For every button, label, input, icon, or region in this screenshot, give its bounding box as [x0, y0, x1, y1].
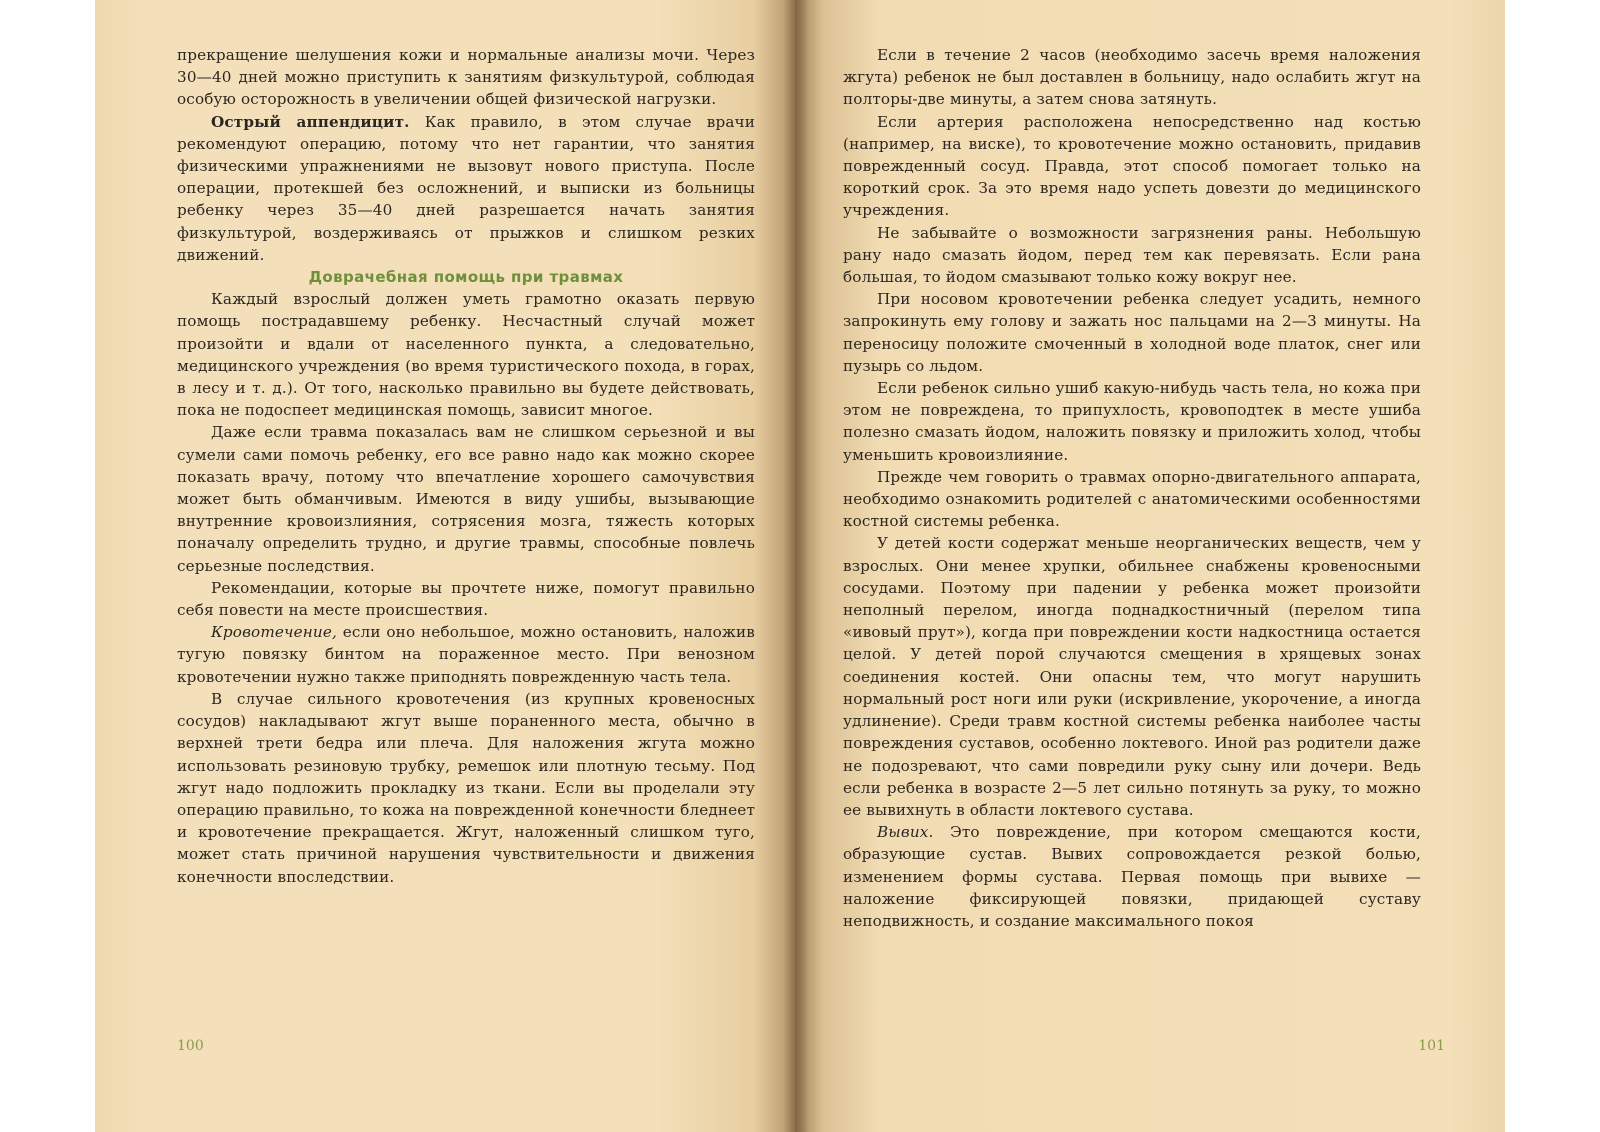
book-spread [95, 0, 1505, 1132]
paragraph-text: если оно небольшое, можно остановить, наложив тугую повязку бинтом на пораженное место. При венозном кровотечении нужно также приподнять поврежденную часть тела. [177, 623, 755, 686]
paragraph: Прежде чем говорить о травмах опорно-двигательного аппарата, необходимо ознакомить родителей с анатомическими особенностями костной системы ребенка. [843, 467, 1421, 531]
page-number-left: 100 [177, 1038, 204, 1054]
term-dislocation: Вывих. [877, 823, 934, 842]
paragraph: Не забывайте о возможности загрязнения раны. Небольшую рану надо смазать йодом, перед тем как перевязать. Если рана большая, то йодом смазывают только кожу вокруг нее. [843, 223, 1421, 287]
right-page [795, 0, 1505, 1132]
paragraph-text: Это повреждение, при котором смещаются кости, образующие сустав. Вывих сопровождается резкой болью, изменением формы сустава. Первая помощь при вывихе — наложение фиксирующей повязки, придающей суставу неподвижность, и создание максимального покоя [843, 823, 1421, 930]
paragraph: Если ребенок сильно ушиб какую-нибудь часть тела, но кожа при этом не повреждена, то припухлость, кровоподтек в месте ушиба полезно смазать йодом, наложить повязку и приложить холод, чтобы уменьшить кровоизлияние. [843, 379, 1421, 464]
paragraph: Если в течение 2 часов (необходимо засечь время наложения жгута) ребенок не был доставлен в больницу, надо ослабить жгут на полторы-две минуты, а затем снова затянуть. [843, 46, 1421, 109]
paragraph: Если артерия расположена непосредственно над костью (например, на виске), то кровотечение можно остановить, придавив поврежденный сосуд. Правда, этот способ помогает только на короткий срок. За это время надо успеть довезти до медицинского учреждения. [843, 112, 1421, 220]
term-appendicitis: Острый аппендицит. [211, 112, 410, 131]
paragraph: При носовом кровотечении ребенка следует усадить, немного запрокинуть ему голову и зажать нос пальцами на 2—3 минуты. На переносицу положите смоченный в холодной воде платок, снег или пузырь со льдом. [843, 290, 1421, 375]
paragraph: В случае сильного кровотечения (из крупных кровеносных сосудов) накладывают жгут выше пораненного места, обычно в верхней трети бедра или плеча. Для наложения жгута можно использовать резиновую трубку, ремешок или плотную тесьму. Под жгут надо подложить прокладку из ткани. Если вы проделали эту операцию правильно, то кожа на поврежденной конечности бледнеет и кровотечение прекращается. Жгут, наложенный слишком туго, может стать причиной нарушения чувствительности и движения конечности впоследствии. [177, 689, 755, 886]
left-page [95, 0, 795, 1132]
term-bleeding: Кровотечение, [211, 623, 337, 642]
paragraph [177, 621, 755, 688]
paragraph [843, 821, 1421, 932]
right-text-column [843, 44, 1421, 932]
paragraph: прекращение шелушения кожи и нормальные анализы мочи. Через 30—40 дней можно приступить к занятиям физкультурой, соблюдая особую осторожность в увеличении общей физической нагрузки. [177, 46, 755, 109]
paragraph: Рекомендации, которые вы прочтете ниже, помогут правильно себя повести на месте происшествия. [177, 578, 755, 620]
book-gutter [783, 0, 809, 1132]
left-text-column [177, 44, 755, 888]
paragraph: Каждый взрослый должен уметь грамотно оказать первую помощь пострадавшему ребенку. Несчастный случай может произойти и вдали от населенного пункта, а следовательно, медицинского учреждения (во время туристического похода, в горах, в лесу и т. д.). От того, насколько правильно вы будете действовать, пока не подоспеет медицинская помощь, зависит многое. [177, 290, 755, 420]
paragraph [177, 111, 755, 266]
paragraph: Даже если травма показалась вам не слишком серьезной и вы сумели сами помочь ребенку, его все равно надо как можно скорее показать врачу, потому что впечатление хорошего самочувствия может быть обманчивым. Имеются в виду ушибы, вызывающие внутренние кровоизлияния, сотрясения мозга, тяжесть которых поначалу определить трудно, и другие травмы, способные повлечь серьезные последствия. [177, 423, 755, 575]
paragraph: У детей кости содержат меньше неорганических веществ, чем у взрослых. Они менее хрупки, обильнее снабжены кровеносными сосудами. Поэтому при падении у ребенка может произойти неполный перелом, иногда поднадкостничный (перелом типа «ивовый прут»), когда при повреждении кости надкостница остается целой. У детей порой случаются смещения в хрящевых зонах соединения костей. Они опасны тем, что могут нарушить нормальный рост ноги или руки (искривление, укорочение, а иногда удлинение). Среди травм костной системы ребенка наиболее часты повреждения суставов, особенно локтевого. Иной раз родители даже не подозревают, что сами повредили руку сыну или дочери. Ведь если ребенка в возрасте 2—5 лет сильно потянуть за руку, то можно ее вывихнуть в области локтевого сустава. [843, 534, 1421, 819]
page-number-right: 101 [1418, 1038, 1445, 1054]
paragraph-text: Как правило, в этом случае врачи рекомендуют операцию, потому что нет гарантии, что занятия физическими упражнениями не вызовут нового приступа. После операции, протекшей без осложнений, и выписки из больницы ребенку через 35—40 дней разрешается начать занятия физкультурой, воздерживаясь от прыжков и слишком резких движений. [177, 112, 755, 264]
section-heading: Доврачебная помощь при травмах [308, 268, 624, 287]
